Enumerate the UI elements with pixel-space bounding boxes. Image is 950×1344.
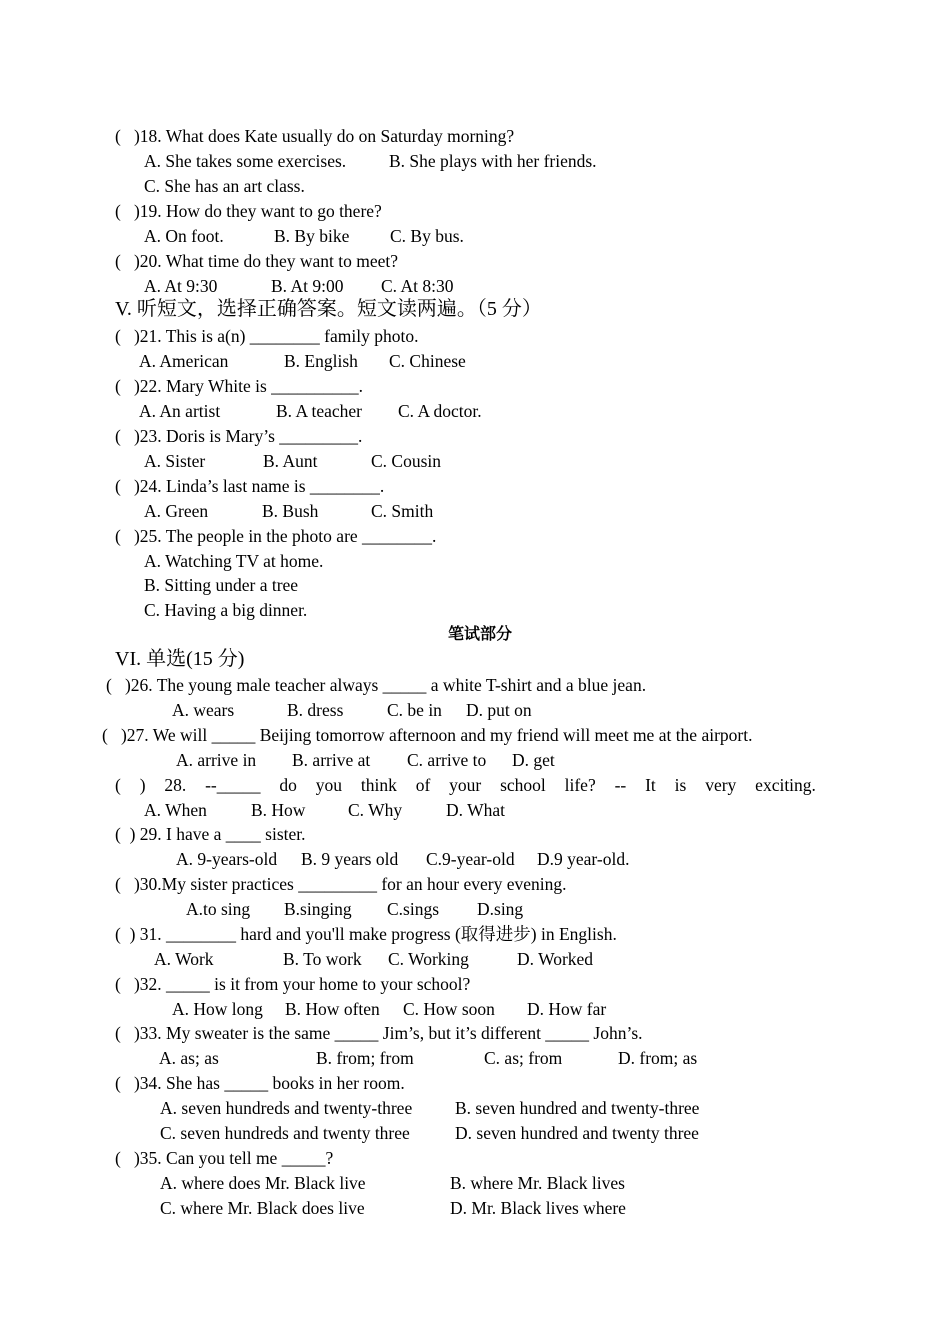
q30-option-a: A.to sing [186,899,251,919]
q28-option-c: C. Why [348,800,403,820]
q31-option-c: C. Working [388,949,469,969]
question-29: ( ) 29. I have a ____ sister. [115,824,306,844]
q29-option-d: D.9 year-old. [537,849,630,869]
q31-option-a: A. Work [154,949,214,969]
q18-option-b: B. She plays with her friends. [389,151,597,171]
q22-option-b: B. A teacher [276,401,363,421]
question-27: ( )27. We will _____ Beijing tomorrow afternoon and my friend will meet me at the airport. [102,725,753,745]
question-18: ( )18. What does Kate usually do on Saturday morning? [115,126,515,146]
question-26: ( )26. The young male teacher always _____ a white T-shirt and a blue jean. [106,675,647,695]
question-32: ( )32. _____ is it from your home to your school? [115,974,471,994]
q35-option-a: A. where does Mr. Black live [160,1173,366,1193]
q24-option-b: B. Bush [262,501,319,521]
q28-word: 28. [164,775,187,795]
q23-option-c: C. Cousin [371,451,442,471]
q32-option-a: A. How long [172,999,263,1019]
question-33: ( )33. My sweater is the same _____ Jim’s, but it’s different _____ John’s. [115,1023,643,1043]
q35-option-b: B. where Mr. Black lives [450,1173,625,1193]
q27-option-d: D. get [512,750,555,770]
q28-word: your [449,775,482,795]
q35-option-c: C. where Mr. Black does live [160,1198,365,1218]
q28-word: ) [139,775,146,795]
q33-option-c: C. as; from [484,1048,563,1068]
q21-option-a: A. American [139,351,229,371]
q18-option-a: A. She takes some exercises. [144,151,347,171]
q31-option-d: D. Worked [517,949,594,969]
q23-option-a: A. Sister [144,451,206,471]
question-35: ( )35. Can you tell me _____? [115,1148,334,1168]
question-19: ( )19. How do they want to go there? [115,201,382,221]
q28-option-b: B. How [251,800,306,820]
q24-option-c: C. Smith [371,501,434,521]
q29-option-c: C.9-year-old [426,849,515,869]
q28-word: ( [115,775,121,795]
q26-option-c: C. be in [387,700,442,720]
q34-option-c: C. seven hundreds and twenty three [160,1123,410,1143]
q28-word: is [674,775,687,795]
q33-option-b: B. from; from [316,1048,414,1068]
q25-option-b: B. Sitting under a tree [144,575,299,595]
q19-option-a: A. On foot. [144,226,224,246]
q33-option-d: D. from; as [618,1048,698,1068]
q28-word: life? [564,775,596,795]
question-21: ( )21. This is a(n) ________ family photo. [115,326,419,346]
q28-word: of [415,775,431,795]
written-part-heading: 笔试部分 [447,624,512,643]
q26-option-a: A. wears [172,700,235,720]
q24-option-a: A. Green [144,501,209,521]
q31-option-b: B. To work [283,949,362,969]
q18-option-c: C. She has an art class. [144,176,305,196]
q28-word: school [500,775,546,795]
q28-word: you [315,775,342,795]
q28-word: exciting. [755,775,816,795]
section-vi-heading: VI. 单选(15 分) [115,648,245,670]
q20-option-a: A. At 9:30 [144,276,218,296]
q28-word: It [645,775,656,795]
q33-option-a: A. as; as [159,1048,219,1068]
q19-option-b: B. By bike [274,226,350,246]
q25-option-a: A. Watching TV at home. [144,551,324,571]
q28-word: think [360,775,397,795]
q29-option-b: B. 9 years old [301,849,399,869]
q28-option-d: D. What [446,800,505,820]
q35-option-d: D. Mr. Black lives where [450,1198,626,1218]
q21-option-c: C. Chinese [389,351,466,371]
q25-option-c: C. Having a big dinner. [144,600,308,620]
question-28 [115,774,816,796]
question-20: ( )20. What time do they want to meet? [115,251,398,271]
q30-option-b: B.singing [284,899,352,919]
q27-option-b: B. arrive at [292,750,371,770]
q28-option-a: A. When [144,800,207,820]
q20-option-c: C. At 8:30 [381,276,454,296]
q27-option-c: C. arrive to [407,750,487,770]
section-v-heading: V. 听短文，选择正确答案。短文读两遍。（5 分） [115,298,542,320]
q28-word: do [279,775,297,795]
q32-option-d: D. How far [527,999,607,1019]
q20-option-b: B. At 9:00 [271,276,344,296]
q22-option-a: A. An artist [139,401,221,421]
q30-option-c: C.sings [387,899,440,919]
q19-option-c: C. By bus. [390,226,464,246]
q34-option-b: B. seven hundred and twenty-three [455,1098,700,1118]
q32-option-b: B. How often [285,999,380,1019]
q21-option-b: B. English [284,351,358,371]
q28-word: -- [614,775,627,795]
q34-option-d: D. seven hundred and twenty three [455,1123,699,1143]
q28-word: --_____ [205,775,261,795]
question-34: ( )34. She has _____ books in her room. [115,1073,405,1093]
question-31: ( ) 31. ________ hard and you'll make progress (取得进步) in English. [115,924,617,944]
question-25: ( )25. The people in the photo are ________. [115,526,437,546]
q22-option-c: C. A doctor. [398,401,482,421]
q30-option-d: D.sing [477,899,524,919]
question-23: ( )23. Doris is Mary’s _________. [115,426,363,446]
q32-option-c: C. How soon [403,999,495,1019]
question-22: ( )22. Mary White is __________. [115,376,364,396]
q26-option-d: D. put on [466,700,532,720]
q27-option-a: A. arrive in [176,750,257,770]
question-30: ( )30.My sister practices _________ for an hour every evening. [115,874,567,894]
q29-option-a: A. 9-years-old [176,849,278,869]
q28-word: very [705,775,737,795]
q23-option-b: B. Aunt [263,451,318,471]
q34-option-a: A. seven hundreds and twenty-three [160,1098,413,1118]
q26-option-b: B. dress [287,700,344,720]
question-24: ( )24. Linda’s last name is ________. [115,476,385,496]
